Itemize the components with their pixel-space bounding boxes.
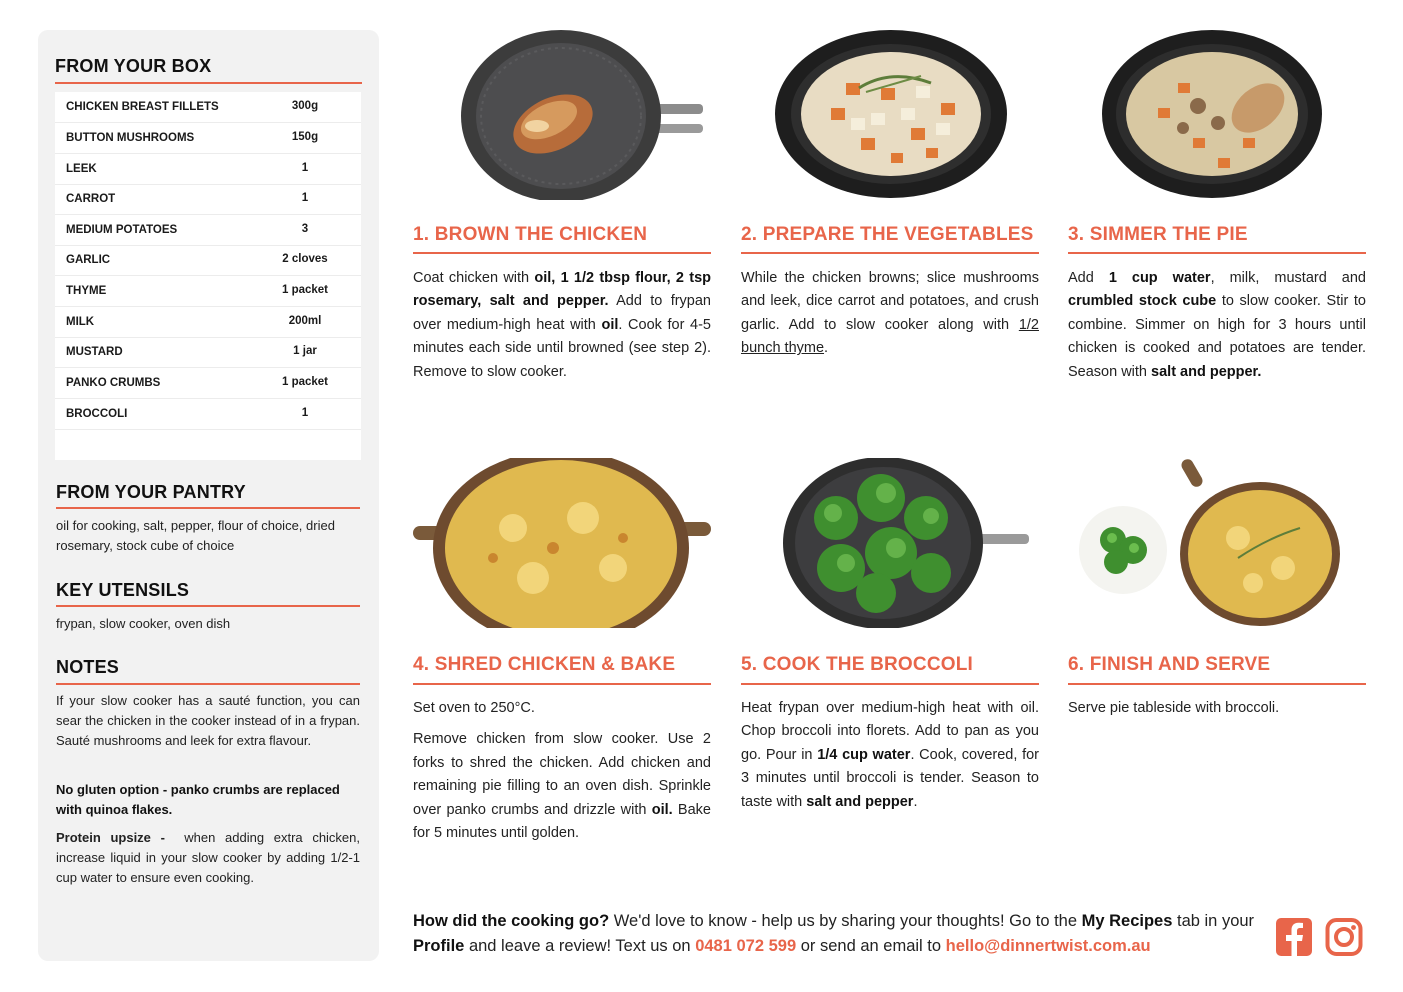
step-3-bold: salt and pepper. — [1151, 363, 1262, 380]
table-row — [55, 215, 361, 246]
notes-para: If your slow cooker has a sauté function, you can sear the chicken in the cooker instead of in a frypan. Sauté mushrooms and leek for extra flavour. — [56, 693, 360, 748]
step-6-title: 6. FINISH AND SERVE — [1068, 654, 1271, 675]
email-link[interactable]: hello@dinnertwist.com.au — [945, 937, 1151, 955]
step-6-rule — [1068, 683, 1366, 685]
notes-title: NOTES — [56, 657, 120, 677]
step-2-text: While the chicken browns; slice mushrooms and leek, dice carrot and potatoes, and crush garlic. Add to slow cooker along with — [741, 270, 1039, 333]
ingredient-qty: 150g — [291, 131, 319, 143]
step-4-title: 4. SHRED CHICKEN & BAKE — [413, 654, 676, 675]
step-6-body — [1068, 697, 1366, 720]
step-1-text: . Cook for 4-5 minutes each side until browned (see step 2). Remove to slow cooker. — [413, 316, 711, 380]
ingredient-name: MILK — [66, 316, 95, 328]
step-4-rule — [413, 683, 711, 685]
step-2-underlined: 1/2 bunch thyme — [741, 316, 1039, 357]
pantry-text: oil for cooking, salt, pepper, flour of choice, dried rosemary, stock cube of choice — [56, 518, 335, 553]
photo-served-pie — [1068, 458, 1366, 628]
notes-title-rule — [56, 683, 360, 685]
step-2-rule — [741, 252, 1039, 254]
utensils-text: frypan, slow cooker, oven dish — [56, 616, 231, 631]
step-1-title: 1. BROWN THE CHICKEN — [413, 224, 648, 245]
step-5-text: . Cook, covered, for 3 minutes until broccoli is tender. Season to taste with — [741, 746, 1039, 810]
ingredient-qty: 1 — [301, 162, 309, 174]
profile-link[interactable]: Profile — [413, 937, 465, 955]
step-3-bold: crumbled stock cube — [1068, 293, 1217, 310]
step-3-text: to slow cooker. Stir to combine. Simmer on high for 3 hours until chicken is cooked and potatoes are tender. Season with — [1068, 293, 1366, 380]
feedback-question: How did the cooking go? — [413, 912, 610, 930]
step-1-bold: oil, 1 1/2 tbsp flour, 2 tsp rosemary, salt and pepper. — [413, 270, 711, 310]
footer-text: and leave a review! Text us on — [464, 937, 696, 955]
ingredient-qty: 300g — [291, 100, 319, 112]
table-row — [55, 184, 361, 215]
ingredient-name: LEEK — [66, 163, 97, 175]
ingredient-name: THYME — [66, 285, 107, 297]
step-2-body — [741, 267, 1039, 361]
table-row — [55, 92, 361, 123]
step-4-text: Remove chicken from slow cooker. Use 2 forks to shred the chicken. Add chicken and remaining pie filling to an oven dish. Sprinkle over panko crumbs and drizzle with — [413, 731, 711, 818]
step-2-text: . — [824, 340, 829, 357]
step-1-body — [413, 267, 711, 384]
footer-text: or send an email to — [796, 937, 946, 955]
step-3-text: , milk, mustard and — [1210, 270, 1366, 286]
ingredient-qty: 1 packet — [281, 376, 329, 388]
table-row — [55, 123, 361, 154]
ingredient-name: BROCCOLI — [66, 408, 128, 420]
ingredient-qty: 3 — [301, 223, 309, 235]
ingredient-qty: 1 — [301, 407, 309, 419]
table-row — [55, 399, 361, 430]
step-2-title: 2. PREPARE THE VEGETABLES — [741, 224, 1034, 245]
step-1-text: Coat chicken with — [413, 270, 535, 286]
box-title-rule — [55, 82, 362, 84]
instagram-icon[interactable] — [1325, 917, 1363, 957]
step-5-body — [741, 697, 1039, 814]
ingredient-name: GARLIC — [66, 254, 111, 266]
step-4-text: Bake for 5 minutes until golden. — [413, 801, 711, 842]
table-row — [55, 307, 361, 338]
table-row — [55, 245, 361, 276]
box-ingredient-table — [55, 92, 361, 460]
step-5-bold: salt and pepper — [806, 793, 914, 810]
ingredient-qty: 2 cloves — [282, 253, 328, 265]
ingredient-name: BUTTON MUSHROOMS — [66, 132, 195, 144]
my-recipes-link[interactable]: My Recipes — [1081, 912, 1173, 930]
pantry-title-rule — [56, 507, 360, 509]
photo-broccoli-frypan — [741, 458, 1039, 628]
step-5-text: . — [913, 793, 918, 810]
table-row — [55, 337, 361, 368]
step-5-rule — [741, 683, 1039, 685]
facebook-icon[interactable] — [1275, 917, 1313, 957]
step-5-text: Heat frypan over medium-high heat with oil. Chop broccoli into florets. Add to pan as you go. Pour in — [741, 700, 1039, 763]
pantry-title: FROM YOUR PANTRY — [56, 482, 246, 502]
box-title: FROM YOUR BOX — [55, 56, 212, 76]
step-4-body — [413, 697, 711, 845]
step-3-text: Add — [1068, 270, 1109, 286]
step-5-title: 5. COOK THE BROCCOLI — [741, 654, 974, 675]
ingredient-name: MUSTARD — [66, 346, 123, 358]
photo-vegetables-slowcooker — [741, 28, 1039, 200]
footer-text: tab in your — [1172, 912, 1255, 930]
table-row — [55, 276, 361, 307]
utensils-title-rule — [56, 605, 360, 607]
utensils-title: KEY UTENSILS — [56, 580, 190, 600]
step-5-bold: 1/4 cup water — [817, 746, 911, 763]
ingredient-name: MEDIUM POTATOES — [66, 224, 178, 236]
step-3-body — [1068, 267, 1366, 384]
notes-protein — [56, 828, 360, 888]
ingredient-qty: 1 — [301, 192, 309, 204]
step-3-title: 3. SIMMER THE PIE — [1068, 224, 1248, 245]
table-row — [55, 154, 361, 185]
feedback-footer — [413, 909, 1263, 959]
ingredient-qty: 1 jar — [293, 345, 317, 357]
step-6-text: Serve pie tableside with broccoli. — [1068, 700, 1280, 716]
photo-chicken-frypan — [413, 28, 711, 200]
ingredient-qty: 200ml — [288, 315, 322, 327]
notes-gluten: No gluten option - panko crumbs are replaced with quinoa flakes. — [56, 782, 340, 817]
step-3-rule — [1068, 252, 1366, 254]
ingredient-name: CHICKEN BREAST FILLETS — [66, 101, 219, 113]
step-1-bold: oil — [601, 316, 619, 333]
step-1-text: Add to frypan over medium-high heat with — [413, 293, 711, 333]
table-row — [55, 368, 361, 399]
footer-text: We'd love to know - help us by sharing your thoughts! Go to the — [609, 912, 1082, 930]
step-4-bold: oil. — [651, 801, 673, 818]
step-1-rule — [413, 252, 711, 254]
photo-pie-slowcooker — [1068, 28, 1366, 200]
notes-protein-text: when adding extra chicken, increase liquid in your slow cooker by adding 1/2-1 cup water to ensure even cooking. — [56, 830, 361, 885]
photo-pie-baked — [413, 458, 711, 628]
step-3-bold: 1 cup water — [1108, 270, 1211, 286]
ingredient-qty: 1 packet — [281, 284, 329, 296]
phone-link[interactable]: 0481 072 599 — [695, 937, 797, 955]
notes-protein-label: Protein upsize - — [56, 830, 165, 845]
ingredient-name: CARROT — [66, 193, 116, 205]
step-4-intro: Set oven to 250°C. — [413, 700, 535, 716]
ingredient-name: PANKO CRUMBS — [66, 377, 161, 389]
